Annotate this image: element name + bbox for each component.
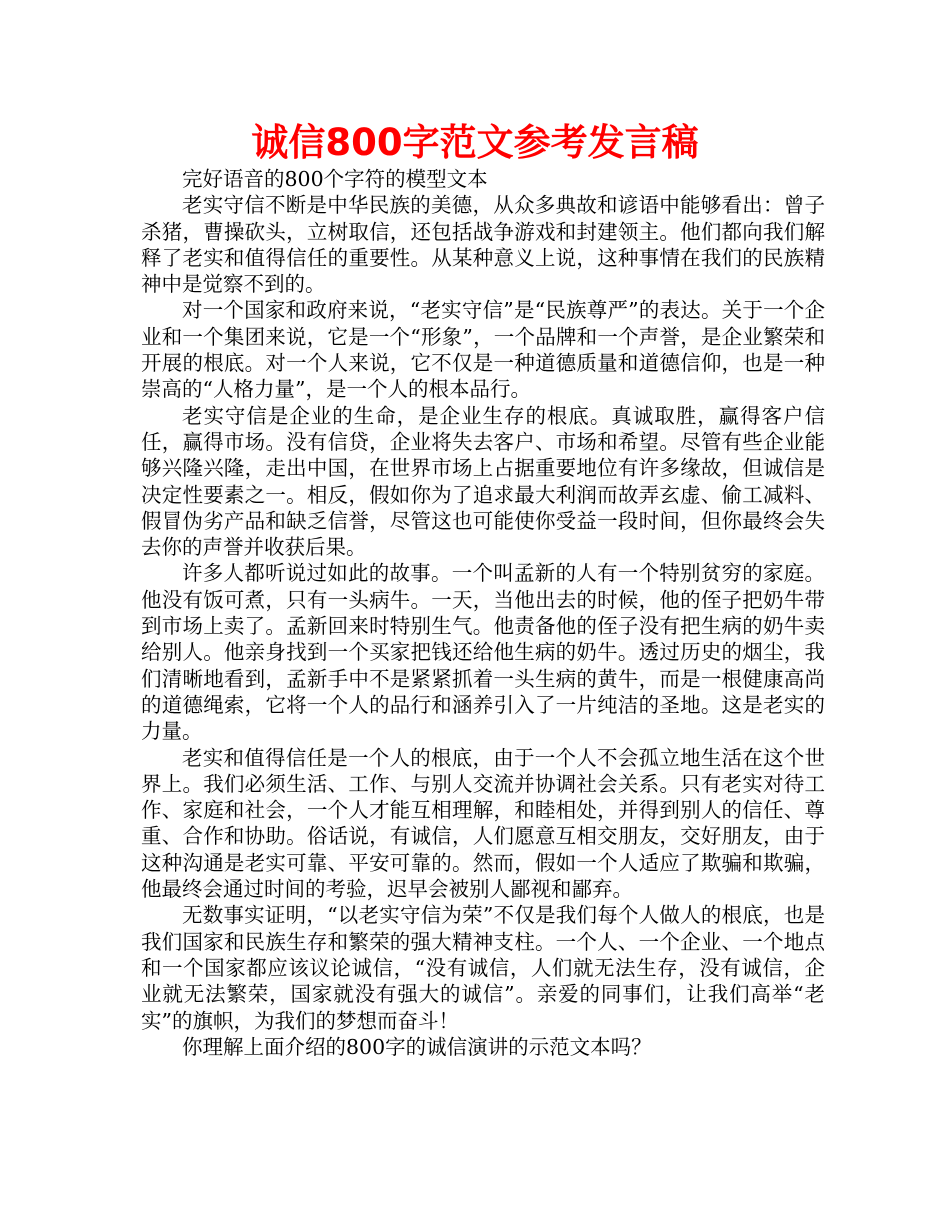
paragraph: 老实守信是企业的生命，是企业生存的根底。真诚取胜，赢得客户信任，赢得市场。没有信贷，企业将失去客户、市场和希望。尽管有些企业能够兴隆兴隆，走出中国，在世界市场上占据重要地位有许多缘故，但诚信是决定性要素之一。相反，假如你为了追求最大利润而故弄玄虚、偷工减料、假冒伪劣产品和缺乏信誉，尽管这也可能使你受益一段时间，但你最终会失去你的声誉并收获后果。 [141,403,825,560]
paragraph: 许多人都听说过如此的故事。一个叫孟新的人有一个特别贫穷的家庭。他没有饭可煮，只有一头病牛。一天，当他出去的时候，他的侄子把奶牛带到市场上卖了。孟新回来时特别生气。他责备他的侄子没有把生病的奶牛卖给别人。他亲身找到一个买家把钱还给他生病的奶牛。透过历史的烟尘，我们清晰地看到，孟新手中不是紧紧抓着一头生病的黄牛，而是一根健康高尚的道德绳索，它将一个人的品行和涵养引入了一片纯洁的圣地。这是老实的力量。 [141,561,825,744]
document-title: 诚信800字范文参考发言稿 [251,121,699,164]
paragraph: 老实和值得信任是一个人的根底，由于一个人不会孤立地生活在这个世界上。我们必须生活、工作、与别人交流并协调社会关系。只有老实对待工作、家庭和社会，一个人才能互相理解，和睦相处，并得到别人的信任、尊重、合作和协助。俗话说，有诚信，人们愿意互相交朋友，交好朋友，由于这种沟通是老实可靠、平安可靠的。然而，假如一个人适应了欺骗和欺骗，他最终会通过时间的考验，迟早会被别人鄙视和鄙弃。 [141,745,825,902]
paragraph-closing: 你理解上面介绍的800字的诚信演讲的示范文本吗？ [182,1034,652,1059]
document-body [141,166,825,1060]
paragraph-intro: 完好语音的800个字符的模型文本 [182,167,488,191]
paragraph: 对一个国家和政府来说，“老实守信”是“民族尊严”的表达。关于一个企业和一个集团来说，它是一个“形象”，一个品牌和一个声誉，是企业繁荣和开展的根底。对一个人来说，它不仅是一种道德质量和道德信仰，也是一种崇高的“人格力量”，是一个人的根本品行。 [141,298,825,402]
paragraph: 无数事实证明，“以老实守信为荣”不仅是我们每个人做人的根底，也是我们国家和民族生存和繁荣的强大精神支柱。一个人、一个企业、一个地点和一个国家都应该议论诚信，“没有诚信，人们就无法生存，没有诚信，企业就无法繁荣，国家就没有强大的诚信”。亲爱的同事们，让我们高举“老实”的旗帜，为我们的梦想而奋斗！ [141,903,825,1033]
paragraph: 老实守信不断是中华民族的美德，从众多典故和谚语中能够看出：曾子杀猪，曹操砍头，立树取信，还包括战争游戏和封建领主。他们都向我们解释了老实和值得信任的重要性。从某种意义上说，这种事情在我们的民族精神中是觉察不到的。 [141,193,825,297]
